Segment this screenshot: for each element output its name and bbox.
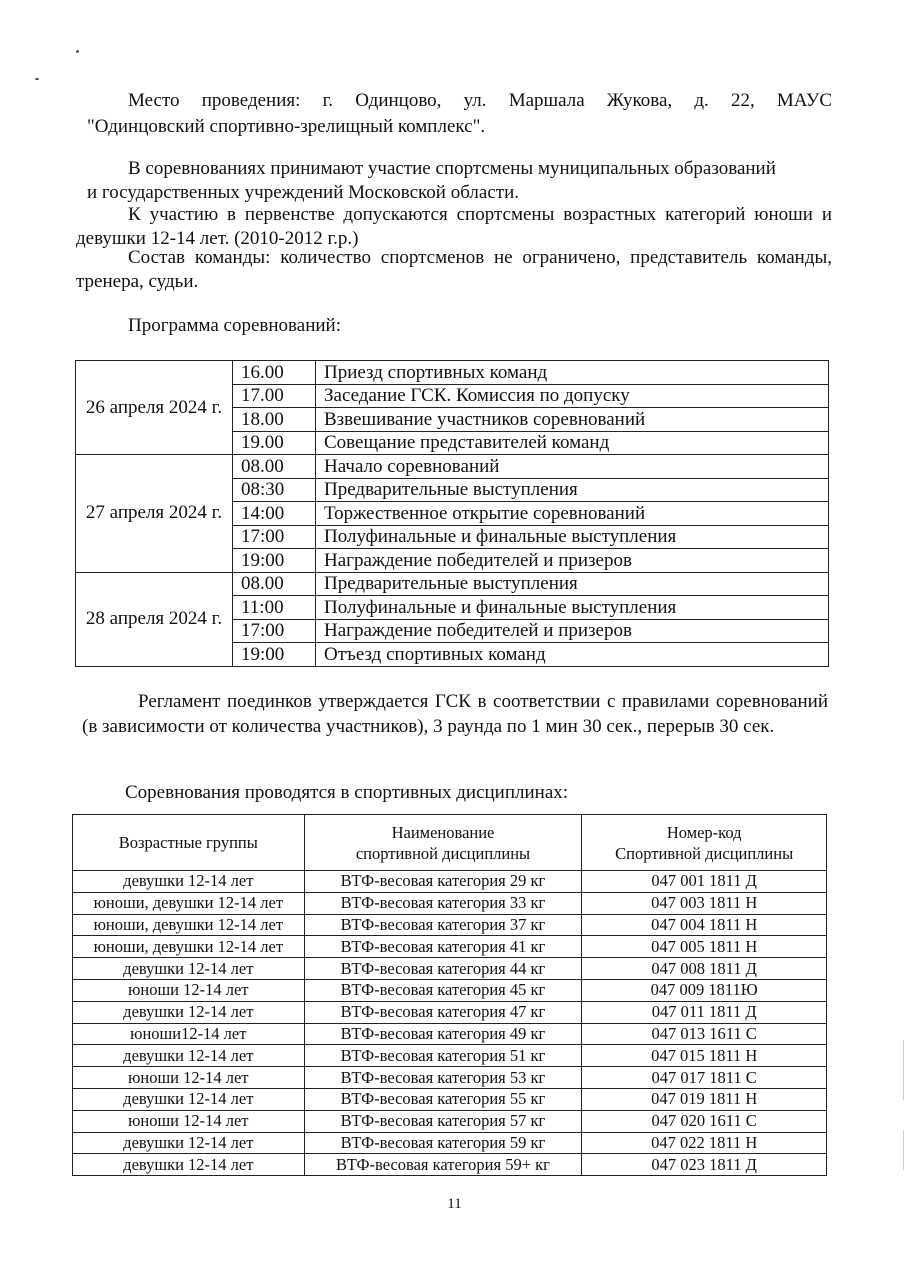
schedule-event: Предварительные выступления [316,572,829,596]
discipline-cell: ВТФ-весовая категория 47 кг [304,1001,582,1023]
eligibility-paragraph: К участию в первенстве допускаются спортсмены возрастных категорий юноши и девушки 12-14 лет. (2010-2012 г.р.) [76,204,832,249]
code-cell: 047 001 1811 Д [582,871,827,893]
schedule-event: Заседание ГСК. Комиссия по допуску [316,384,829,408]
age-group-cell: юноши 12-14 лет [73,1067,305,1089]
code-cell: 047 004 1811 Н [582,914,827,936]
table-row [73,1110,827,1132]
code-cell: 047 011 1811 Д [582,1001,827,1023]
table-row [73,871,827,893]
schedule-time: 19.00 [233,431,316,455]
schedule-time: 17:00 [233,619,316,643]
schedule-time: 17:00 [233,525,316,549]
schedule-time: 14:00 [233,502,316,526]
discipline-cell: ВТФ-весовая категория 41 кг [304,936,582,958]
discipline-cell: ВТФ-весовая категория 29 кг [304,871,582,893]
age-group-cell: юноши, девушки 12-14 лет [73,914,305,936]
schedule-time: 08.00 [233,572,316,596]
age-group-cell: девушки 12-14 лет [73,1154,305,1176]
age-group-cell: юноши, девушки 12-14 лет [73,892,305,914]
schedule-event: Взвешивание участников соревнований [316,408,829,432]
header-discipline-code [582,815,827,871]
participants-line-2: и государственных учреждений Московской области. [87,182,519,203]
code-cell: 047 013 1611 С [582,1023,827,1045]
age-group-cell: девушки 12-14 лет [73,1045,305,1067]
table-row [73,1045,827,1067]
age-group-cell: девушки 12-14 лет [73,958,305,980]
schedule-event: Приезд спортивных команд [316,361,829,385]
code-cell: 047 015 1811 Н [582,1045,827,1067]
age-group-cell: юноши 12-14 лет [73,1110,305,1132]
schedule-table [75,360,829,667]
scan-edge-mark [903,1040,904,1100]
table-row [73,979,827,1001]
age-group-cell: девушки 12-14 лет [73,871,305,893]
code-cell: 047 003 1811 Н [582,892,827,914]
disciplines-heading: Соревнования проводятся в спортивных дисциплинах: [125,782,569,803]
discipline-cell: ВТФ-весовая категория 37 кг [304,914,582,936]
schedule-event: Начало соревнований [316,455,829,479]
schedule-event: Предварительные выступления [316,478,829,502]
schedule-event: Торжественное открытие соревнований [316,502,829,526]
table-row [73,958,827,980]
schedule-row [76,572,829,596]
table-row [73,892,827,914]
program-heading: Программа соревнований: [128,315,341,336]
schedule-date: 27 апреля 2024 г. [76,455,233,573]
table-row [73,1154,827,1176]
table-row [73,1067,827,1089]
discipline-cell: ВТФ-весовая категория 59 кг [304,1132,582,1154]
schedule-event: Награждение победителей и призеров [316,619,829,643]
header-discipline-name [304,815,582,871]
header-code-line-2: Спортивной дисциплины [615,843,794,863]
schedule-event: Награждение победителей и призеров [316,549,829,573]
schedule-time: 08:30 [233,478,316,502]
team-composition-paragraph: Состав команды: количество спортсменов не ограничено, представитель команды, тренера, судьи. [76,247,832,292]
age-group-cell: юноши12-14 лет [73,1023,305,1045]
schedule-time: 17.00 [233,384,316,408]
discipline-cell: ВТФ-весовая категория 45 кг [304,979,582,1001]
schedule-date: 26 апреля 2024 г. [76,361,233,455]
code-cell: 047 022 1811 Н [582,1132,827,1154]
discipline-cell: ВТФ-весовая категория 57 кг [304,1110,582,1132]
schedule-time: 11:00 [233,596,316,620]
schedule-event: Полуфинальные и финальные выступления [316,596,829,620]
discipline-cell: ВТФ-весовая категория 55 кг [304,1088,582,1110]
scan-speck [35,78,39,80]
discipline-cell: ВТФ-весовая категория 59+ кг [304,1154,582,1176]
header-age-groups-label: Возрастные группы [118,833,258,852]
header-code-line-1: Номер-код [666,822,742,842]
header-name-line-1: Наименование [391,822,495,842]
schedule-event: Отъезд спортивных команд [316,643,829,667]
header-age-groups [73,815,305,871]
table-row [73,936,827,958]
schedule-time: 16.00 [233,361,316,385]
age-group-cell: юноши, девушки 12-14 лет [73,936,305,958]
discipline-cell: ВТФ-весовая категория 44 кг [304,958,582,980]
venue-line-1: Место проведения: г. Одинцово, ул. Маршала Жукова, д. 22, МАУС [128,90,832,111]
bout-rules-paragraph: Регламент поединков утверждается ГСК в соответствии с правилами соревнований (в зависимости от количества участников), 3 раунда по 1 мин 30 сек., перерыв 30 сек. [82,691,828,737]
code-cell: 047 023 1811 Д [582,1154,827,1176]
schedule-time: 19:00 [233,549,316,573]
page-number: 11 [447,1196,462,1212]
table-row [73,1088,827,1110]
age-group-cell: юноши 12-14 лет [73,979,305,1001]
disciplines-table [72,814,827,1176]
scan-edge-mark [903,1130,904,1170]
discipline-cell: ВТФ-весовая категория 33 кг [304,892,582,914]
schedule-time: 08.00 [233,455,316,479]
table-row [73,1132,827,1154]
schedule-event: Совещание представителей команд [316,431,829,455]
schedule-time: 18.00 [233,408,316,432]
participants-line-1: В соревнованиях принимают участие спортсмены муниципальных образований [128,158,776,179]
code-cell: 047 020 1611 С [582,1110,827,1132]
table-row [73,914,827,936]
table-row [73,1023,827,1045]
scan-speck [76,50,79,53]
schedule-event: Полуфинальные и финальные выступления [316,525,829,549]
age-group-cell: девушки 12-14 лет [73,1001,305,1023]
schedule-row [76,455,829,479]
discipline-cell: ВТФ-весовая категория 51 кг [304,1045,582,1067]
code-cell: 047 008 1811 Д [582,958,827,980]
code-cell: 047 017 1811 С [582,1067,827,1089]
schedule-time: 19:00 [233,643,316,667]
discipline-cell: ВТФ-весовая категория 53 кг [304,1067,582,1089]
schedule-row [76,361,829,385]
disciplines-header-row [73,815,827,871]
age-group-cell: девушки 12-14 лет [73,1088,305,1110]
discipline-cell: ВТФ-весовая категория 49 кг [304,1023,582,1045]
header-name-line-2: спортивной дисциплины [355,843,531,863]
code-cell: 047 005 1811 Н [582,936,827,958]
code-cell: 047 019 1811 Н [582,1088,827,1110]
age-group-cell: девушки 12-14 лет [73,1132,305,1154]
code-cell: 047 009 1811Ю [582,979,827,1001]
venue-line-2: "Одинцовский спортивно-зрелищный комплекс". [87,116,486,137]
table-row [73,1001,827,1023]
schedule-date: 28 апреля 2024 г. [76,572,233,666]
